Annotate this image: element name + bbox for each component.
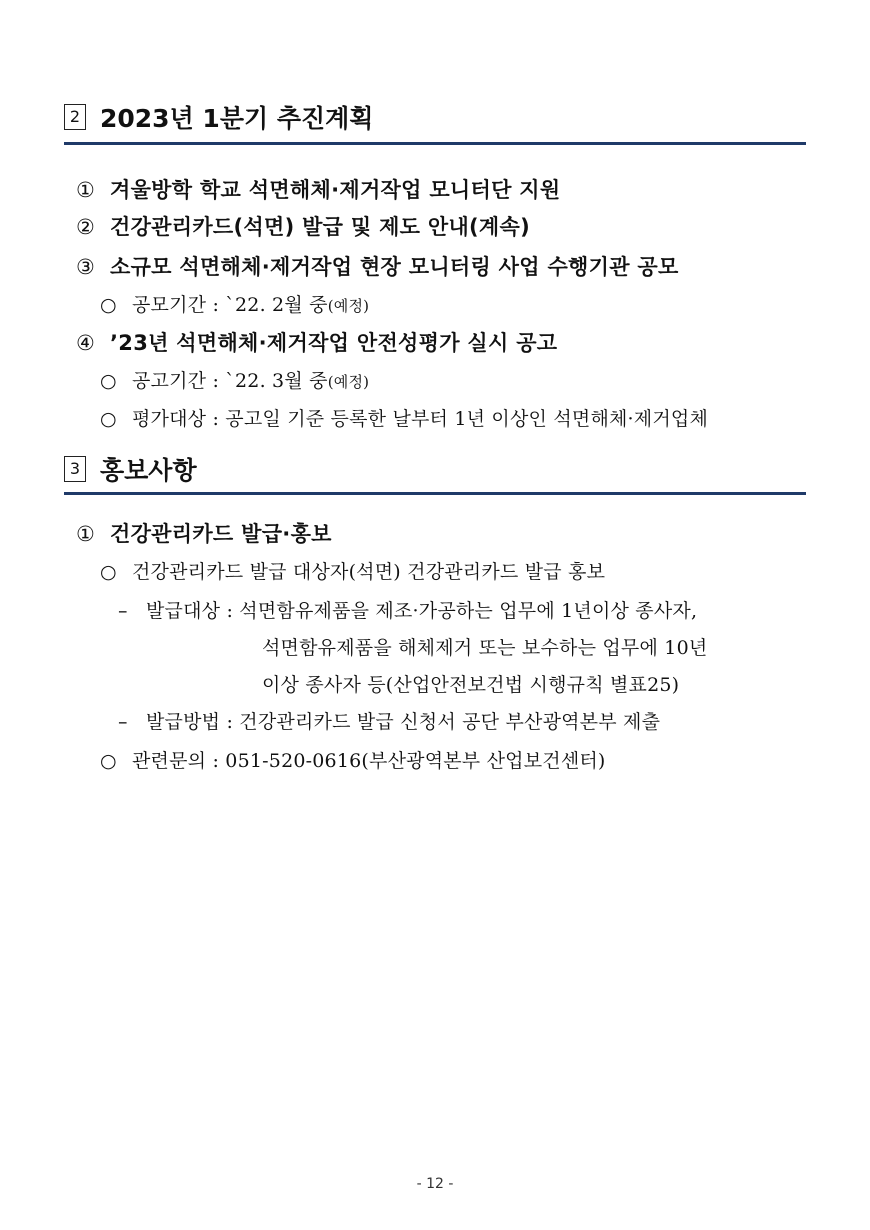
section-2-number-box: 2 (64, 104, 86, 130)
sub-item (100, 557, 605, 584)
item-text: 소규모 석면해체·제거작업 현장 모니터링 사업 수행기관 공모 (110, 255, 679, 279)
sub-item-text: 공고기간 : `22. 3월 중 (132, 370, 328, 392)
sub-item (100, 290, 369, 317)
section-3-header (64, 452, 806, 486)
sub-item-text: 평가대상 : 공고일 기준 등록한 날부터 1년 이상인 석면해체·제거업체 (132, 408, 709, 430)
item-text: 겨울방학 학교 석면해체·제거작업 모니터단 지원 (110, 178, 561, 202)
sub-item-text: 공모기간 : `22. 2월 중 (132, 294, 328, 316)
section-2-title: 2023년 1분기 추진계획 (100, 104, 374, 133)
item-marker: ② (76, 215, 96, 239)
dash-bullet-icon: – (118, 711, 128, 733)
item-marker: ① (76, 522, 96, 546)
dash-item-continuation (262, 633, 707, 660)
dash-item-text: 발급대상 : 석면함유제품을 제조·가공하는 업무에 1년이상 종사자, (146, 600, 698, 622)
sub-item (100, 746, 606, 773)
section-3-rule (64, 492, 806, 495)
sub-item-note: (예정) (327, 373, 370, 391)
list-item (76, 211, 530, 241)
item-text: 건강관리카드(석면) 발급 및 제도 안내(계속) (110, 215, 530, 239)
item-text: 건강관리카드 발급·홍보 (110, 522, 332, 546)
section-2-header (64, 100, 806, 134)
section-3-title-row (64, 452, 806, 486)
dash-item-continuation (262, 670, 679, 697)
circle-bullet-icon: ○ (100, 561, 117, 583)
sub-item-text: 관련문의 : 051-520-0616(부산광역본부 산업보건센터) (132, 750, 606, 772)
dash-item-text: 이상 종사자 등(산업안전보건법 시행규칙 별표25) (262, 674, 680, 696)
dash-item (118, 596, 697, 623)
section-2-title-row (64, 100, 806, 134)
dash-item-text: 석면함유제품을 해체제거 또는 보수하는 업무에 10년 (262, 637, 708, 659)
dash-bullet-icon: – (118, 600, 128, 622)
sub-item (100, 366, 369, 393)
circle-bullet-icon: ○ (100, 294, 117, 316)
circle-bullet-icon: ○ (100, 370, 117, 392)
list-item (76, 251, 679, 281)
section-3-title: 홍보사항 (100, 456, 197, 485)
list-item (76, 327, 557, 357)
circle-bullet-icon: ○ (100, 408, 117, 430)
item-marker: ④ (76, 331, 96, 355)
section-2-rule (64, 142, 806, 145)
page-number: - 12 - (416, 1176, 454, 1192)
list-item (76, 518, 332, 548)
sub-item (100, 404, 708, 431)
dash-item (118, 707, 660, 734)
list-item (76, 174, 560, 204)
dash-item-text: 발급방법 : 건강관리카드 발급 신청서 공단 부산광역본부 제출 (146, 711, 661, 733)
section-3-number-box: 3 (64, 456, 86, 482)
item-marker: ③ (76, 255, 96, 279)
item-marker: ① (76, 178, 96, 202)
sub-item-note: (예정) (327, 297, 370, 315)
circle-bullet-icon: ○ (100, 750, 117, 772)
sub-item-text: 건강관리카드 발급 대상자(석면) 건강관리카드 발급 홍보 (132, 561, 606, 583)
item-text: ’23년 석면해체·제거작업 안전성평가 실시 공고 (110, 331, 558, 355)
